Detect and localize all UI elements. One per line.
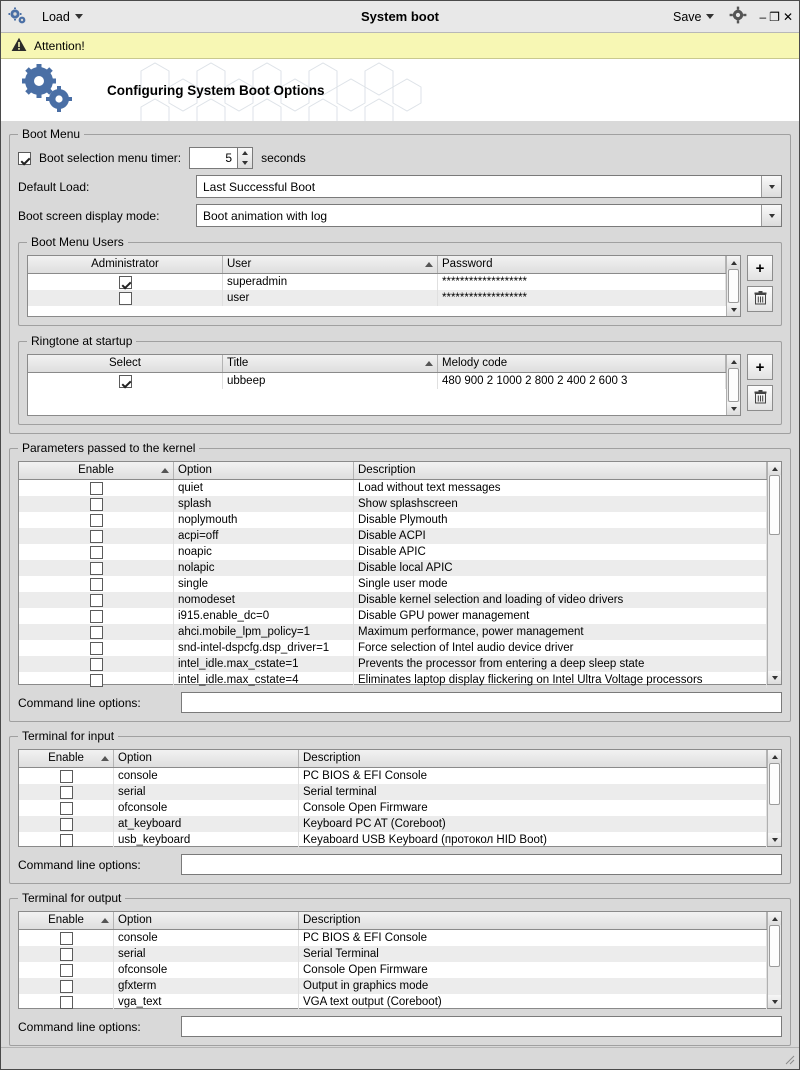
terminal-input-group xyxy=(9,729,791,884)
page-title: Configuring System Boot Options xyxy=(107,82,325,98)
vertical-scrollbar[interactable] xyxy=(726,256,740,316)
row-enable-checkbox[interactable] xyxy=(90,578,103,591)
delete-ringtone-button[interactable] xyxy=(747,385,773,411)
column-header-title[interactable]: Title xyxy=(223,355,438,372)
timer-stepper[interactable] xyxy=(189,147,253,169)
cell-administrator[interactable] xyxy=(28,274,223,290)
cell-description: Disable APIC xyxy=(354,544,767,560)
cell-option: noapic xyxy=(174,544,354,560)
cell-enable[interactable] xyxy=(19,608,174,624)
row-enable-checkbox[interactable] xyxy=(60,802,73,815)
column-header-description[interactable]: Description xyxy=(299,750,767,767)
row-enable-checkbox[interactable] xyxy=(60,834,73,847)
table-row[interactable] xyxy=(19,978,767,994)
cell-option: noplymouth xyxy=(174,512,354,528)
table-body xyxy=(28,274,726,306)
delete-user-button[interactable] xyxy=(747,286,773,312)
table-row[interactable] xyxy=(28,274,726,290)
row-enable-checkbox[interactable] xyxy=(90,530,103,543)
add-ringtone-button[interactable] xyxy=(747,354,773,380)
scroll-up-button[interactable] xyxy=(727,256,740,269)
cell-description: Load without text messages xyxy=(354,480,767,496)
add-user-button[interactable] xyxy=(747,255,773,281)
cell-option: splash xyxy=(174,496,354,512)
row-enable-checkbox[interactable] xyxy=(90,498,103,511)
table-row[interactable] xyxy=(19,656,767,672)
cell-option: console xyxy=(114,930,299,946)
scroll-track[interactable] xyxy=(768,475,781,671)
cell-enable[interactable] xyxy=(19,624,174,640)
status-bar xyxy=(1,1047,799,1069)
cell-option: single xyxy=(174,576,354,592)
table-row[interactable] xyxy=(19,832,767,848)
cell-option: ofconsole xyxy=(114,962,299,978)
gear-icon[interactable] xyxy=(729,6,747,27)
cell-title: ubbeep xyxy=(223,373,438,389)
cell-description: Serial Terminal xyxy=(299,946,767,962)
table-row[interactable] xyxy=(19,768,767,784)
table-row[interactable] xyxy=(19,560,767,576)
cell-description: Disable local APIC xyxy=(354,560,767,576)
cell-description: Disable ACPI xyxy=(354,528,767,544)
row-enable-checkbox[interactable] xyxy=(90,594,103,607)
kernel-params-table[interactable] xyxy=(18,461,782,685)
scroll-down-button[interactable] xyxy=(727,402,740,415)
users-action-buttons xyxy=(747,255,773,312)
cell-option: serial xyxy=(114,784,299,800)
table-row[interactable] xyxy=(19,496,767,512)
row-enable-checkbox[interactable] xyxy=(90,482,103,495)
cell-description: Single user mode xyxy=(354,576,767,592)
row-enable-checkbox[interactable] xyxy=(90,610,103,623)
cell-option: vga_text xyxy=(114,994,299,1010)
table-row[interactable] xyxy=(19,800,767,816)
trash-icon xyxy=(754,291,767,308)
row-enable-checkbox[interactable] xyxy=(60,932,73,945)
cell-option: ofconsole xyxy=(114,800,299,816)
boot-menu-legend: Boot Menu xyxy=(22,127,81,141)
terminal-input-table[interactable] xyxy=(18,749,782,847)
cell-enable[interactable] xyxy=(19,946,114,962)
cell-description: Console Open Firmware xyxy=(299,800,767,816)
table-row[interactable] xyxy=(19,672,767,688)
terminal-input-cmd-row xyxy=(18,854,782,875)
scroll-track[interactable] xyxy=(768,925,781,995)
cell-enable[interactable] xyxy=(19,512,174,528)
cell-option: nomodeset xyxy=(174,592,354,608)
cell-enable[interactable] xyxy=(19,784,114,800)
column-header-password[interactable]: Password xyxy=(438,256,726,273)
default-load-row xyxy=(18,175,782,198)
window-title: System boot xyxy=(360,9,439,24)
ringtone-action-buttons xyxy=(747,354,773,411)
row-enable-checkbox[interactable] xyxy=(60,786,73,799)
terminal-output-legend: Terminal for output xyxy=(22,891,122,905)
cell-enable[interactable] xyxy=(19,496,174,512)
scroll-down-button[interactable] xyxy=(768,671,781,684)
warning-triangle-icon xyxy=(11,37,27,55)
default-load-label: Default Load: xyxy=(18,179,90,194)
trash-icon xyxy=(754,390,767,407)
cell-description: Show splashscreen xyxy=(354,496,767,512)
cell-option: nolapic xyxy=(174,560,354,576)
row-enable-checkbox[interactable] xyxy=(60,980,73,993)
row-enable-checkbox[interactable] xyxy=(60,818,73,831)
row-enable-checkbox[interactable] xyxy=(90,562,103,575)
scroll-thumb[interactable] xyxy=(769,763,780,805)
column-header-enable[interactable]: Enable xyxy=(19,750,114,767)
cell-enable[interactable] xyxy=(19,640,174,656)
column-header-option[interactable]: Option xyxy=(114,750,299,767)
minimize-button[interactable]: – xyxy=(759,9,767,24)
cell-melody-code: 480 900 2 1000 2 800 2 400 2 600 3 xyxy=(438,373,726,389)
timer-input[interactable] xyxy=(189,147,237,169)
row-enable-checkbox[interactable] xyxy=(90,658,103,671)
cell-enable[interactable] xyxy=(19,544,174,560)
scroll-up-button[interactable] xyxy=(768,912,781,925)
column-header-melody-code[interactable]: Melody code xyxy=(438,355,726,372)
scroll-track[interactable] xyxy=(768,763,781,833)
vertical-scrollbar[interactable] xyxy=(767,912,781,1008)
seconds-label: seconds xyxy=(261,151,306,165)
kernel-cmd-label: Command line options: xyxy=(18,695,141,710)
column-header-description[interactable]: Description xyxy=(354,462,767,479)
table-row[interactable] xyxy=(19,930,767,946)
row-enable-checkbox[interactable] xyxy=(60,770,73,783)
kernel-params-group xyxy=(9,441,791,722)
cell-description: Maximum performance, power management xyxy=(354,624,767,640)
table-header xyxy=(28,355,726,373)
row-enable-checkbox[interactable] xyxy=(90,514,103,527)
cell-description: Keyaboard USB Keyboard (протокол HID Boot) xyxy=(299,832,767,848)
row-enable-checkbox[interactable] xyxy=(90,546,103,559)
table-row[interactable] xyxy=(19,592,767,608)
cell-description: Eliminates laptop display flickering on Intel Ultra Voltage processors xyxy=(354,672,767,688)
cell-option: serial xyxy=(114,946,299,962)
cell-description: Force selection of Intel audio device driver xyxy=(354,640,767,656)
plus-icon: + xyxy=(755,259,765,277)
cell-description: PC BIOS & EFI Console xyxy=(299,930,767,946)
sort-ascending-icon xyxy=(161,468,169,473)
scroll-thumb[interactable] xyxy=(728,368,739,402)
timer-stepper-arrows[interactable] xyxy=(237,147,253,169)
cell-user: superadmin xyxy=(223,274,438,290)
close-button[interactable]: ✕ xyxy=(782,9,793,24)
terminal-output-group xyxy=(9,891,791,1046)
boot-screen-select[interactable] xyxy=(196,204,782,227)
cell-description: VGA text output (Coreboot) xyxy=(299,994,767,1010)
cell-enable[interactable] xyxy=(19,560,174,576)
table-row[interactable] xyxy=(19,784,767,800)
sort-ascending-icon xyxy=(101,918,109,923)
cell-enable[interactable] xyxy=(19,528,174,544)
triangle-up-icon xyxy=(242,151,248,155)
table-body xyxy=(19,930,767,1010)
gears-icon xyxy=(7,6,29,28)
table-body xyxy=(19,768,767,848)
header-banner xyxy=(1,59,799,121)
attention-bar xyxy=(1,33,799,59)
boot-menu-users-group xyxy=(18,235,782,326)
cell-enable[interactable] xyxy=(19,480,174,496)
load-menu-button[interactable] xyxy=(39,8,86,26)
chevron-down-icon[interactable] xyxy=(761,205,781,226)
ringtone-table-wrap xyxy=(27,354,773,416)
cell-select[interactable] xyxy=(28,373,223,389)
cell-enable[interactable] xyxy=(19,592,174,608)
cell-password: ******************* xyxy=(438,274,726,290)
table-header xyxy=(28,256,726,274)
cell-option: quiet xyxy=(174,480,354,496)
table-header xyxy=(19,462,767,480)
scroll-down-button[interactable] xyxy=(768,995,781,1008)
table-row[interactable] xyxy=(19,528,767,544)
terminal-input-cmd-label: Command line options: xyxy=(18,857,141,872)
terminal-output-cmd-label: Command line options: xyxy=(18,1019,141,1034)
table-row[interactable] xyxy=(19,512,767,528)
scroll-thumb[interactable] xyxy=(769,475,780,535)
table-row[interactable] xyxy=(19,816,767,832)
cell-option: at_keyboard xyxy=(114,816,299,832)
cell-description: Prevents the processor from entering a deep sleep state xyxy=(354,656,767,672)
sort-ascending-icon xyxy=(101,756,109,761)
table-row[interactable] xyxy=(19,946,767,962)
column-header-select[interactable]: Select xyxy=(28,355,223,372)
cell-enable[interactable] xyxy=(19,962,114,978)
sort-ascending-icon xyxy=(425,262,433,267)
ringtone-group xyxy=(18,334,782,425)
chevron-down-icon[interactable] xyxy=(761,176,781,197)
row-enable-checkbox[interactable] xyxy=(60,964,73,977)
cell-description: PC BIOS & EFI Console xyxy=(299,768,767,784)
scroll-up-button[interactable] xyxy=(768,750,781,763)
row-enable-checkbox[interactable] xyxy=(60,948,73,961)
stepper-up-button[interactable] xyxy=(238,148,252,158)
boot-screen-value: Boot animation with log xyxy=(203,208,328,223)
boot-menu-users-table-wrap xyxy=(27,255,773,317)
vertical-scrollbar[interactable] xyxy=(767,462,781,684)
boot-screen-label: Boot screen display mode: xyxy=(18,208,160,223)
scroll-thumb[interactable] xyxy=(728,269,739,303)
boot-screen-row xyxy=(18,204,782,227)
terminal-output-cmd-row xyxy=(18,1016,782,1037)
cell-option: i915.enable_dc=0 xyxy=(174,608,354,624)
cell-enable[interactable] xyxy=(19,978,114,994)
column-header-administrator[interactable]: Administrator xyxy=(28,256,223,273)
cell-option: snd-intel-dspcfg.dsp_driver=1 xyxy=(174,640,354,656)
cell-enable[interactable] xyxy=(19,994,114,1010)
resize-grip-icon[interactable] xyxy=(783,1053,795,1065)
cell-user: user xyxy=(223,290,438,306)
terminal-output-cmd-input[interactable] xyxy=(181,1016,782,1037)
scroll-up-button[interactable] xyxy=(727,355,740,368)
vertical-scrollbar[interactable] xyxy=(726,355,740,415)
chevron-down-icon xyxy=(75,14,83,19)
sort-ascending-icon xyxy=(425,361,433,366)
kernel-cmd-input[interactable] xyxy=(181,692,782,713)
boot-menu-users-legend: Boot Menu Users xyxy=(31,235,124,249)
kernel-cmd-row xyxy=(18,692,782,713)
table-body xyxy=(19,480,767,688)
scroll-down-button[interactable] xyxy=(727,303,740,316)
cell-administrator[interactable] xyxy=(28,290,223,306)
terminal-input-legend: Terminal for input xyxy=(22,729,115,743)
cell-description: Keyboard PC AT (Coreboot) xyxy=(299,816,767,832)
maximize-button[interactable]: ❐ xyxy=(769,9,780,24)
scroll-track[interactable] xyxy=(727,368,740,402)
cell-option: console xyxy=(114,768,299,784)
gears-icon xyxy=(15,63,79,118)
table-row[interactable] xyxy=(19,640,767,656)
cell-description: Disable Plymouth xyxy=(354,512,767,528)
boot-menu-group xyxy=(9,127,791,434)
triangle-down-icon xyxy=(242,161,248,165)
row-enable-checkbox[interactable] xyxy=(60,996,73,1009)
table-body xyxy=(28,373,726,389)
table-row[interactable] xyxy=(19,544,767,560)
cell-description: Disable GPU power management xyxy=(354,608,767,624)
cell-password: ******************* xyxy=(438,290,726,306)
vertical-scrollbar[interactable] xyxy=(767,750,781,846)
scroll-track[interactable] xyxy=(727,269,740,303)
boot-timer-checkbox[interactable] xyxy=(18,152,31,165)
table-row[interactable] xyxy=(19,994,767,1010)
cell-enable[interactable] xyxy=(19,576,174,592)
attention-text: Attention! xyxy=(34,38,85,53)
timer-row xyxy=(18,147,782,169)
column-header-enable[interactable]: Enable xyxy=(19,462,174,479)
row-enable-checkbox[interactable] xyxy=(90,642,103,655)
table-row[interactable] xyxy=(19,480,767,496)
cell-option: acpi=off xyxy=(174,528,354,544)
terminal-output-table[interactable] xyxy=(18,911,782,1009)
scroll-up-button[interactable] xyxy=(768,462,781,475)
scroll-down-button[interactable] xyxy=(768,833,781,846)
table-header xyxy=(19,750,767,768)
cell-description: Serial terminal xyxy=(299,784,767,800)
kernel-params-legend: Parameters passed to the kernel xyxy=(22,441,196,455)
save-menu-label: Save xyxy=(672,9,702,24)
plus-icon: + xyxy=(755,358,765,376)
table-header xyxy=(19,912,767,930)
content-area xyxy=(1,121,799,1047)
cell-enable[interactable] xyxy=(19,672,174,688)
terminal-input-cmd-input[interactable] xyxy=(181,854,782,875)
default-load-value: Last Successful Boot xyxy=(203,179,316,194)
ringtone-table[interactable] xyxy=(27,354,741,416)
column-header-description[interactable]: Description xyxy=(299,912,767,929)
default-load-select[interactable] xyxy=(196,175,782,198)
table-row[interactable] xyxy=(19,962,767,978)
row-enable-checkbox[interactable] xyxy=(90,674,103,687)
cell-enable[interactable] xyxy=(19,768,114,784)
table-row[interactable] xyxy=(28,373,726,389)
cell-option: intel_idle.max_cstate=1 xyxy=(174,656,354,672)
table-row[interactable] xyxy=(19,608,767,624)
title-bar xyxy=(1,1,799,33)
row-admin-checkbox[interactable] xyxy=(119,276,132,289)
cell-option: usb_keyboard xyxy=(114,832,299,848)
column-header-option[interactable]: Option xyxy=(174,462,354,479)
boot-menu-users-table[interactable] xyxy=(27,255,741,317)
cell-option: intel_idle.max_cstate=4 xyxy=(174,672,354,688)
cell-description: Console Open Firmware xyxy=(299,962,767,978)
cell-option: gfxterm xyxy=(114,978,299,994)
cell-enable[interactable] xyxy=(19,800,114,816)
column-header-user[interactable]: User xyxy=(223,256,438,273)
stepper-down-button[interactable] xyxy=(238,158,252,168)
cell-option: ahci.mobile_lpm_policy=1 xyxy=(174,624,354,640)
cell-enable[interactable] xyxy=(19,656,174,672)
row-enable-checkbox[interactable] xyxy=(90,626,103,639)
row-admin-checkbox[interactable] xyxy=(119,292,132,305)
column-header-option[interactable]: Option xyxy=(114,912,299,929)
row-select-checkbox[interactable] xyxy=(119,375,132,388)
table-row[interactable] xyxy=(28,290,726,306)
scroll-thumb[interactable] xyxy=(769,925,780,967)
cell-enable[interactable] xyxy=(19,816,114,832)
cell-description: Disable kernel selection and loading of video drivers xyxy=(354,592,767,608)
ringtone-legend: Ringtone at startup xyxy=(31,334,133,348)
table-row[interactable] xyxy=(19,624,767,640)
load-menu-label: Load xyxy=(42,9,70,24)
cell-description: Output in graphics mode xyxy=(299,978,767,994)
column-header-enable[interactable]: Enable xyxy=(19,912,114,929)
chevron-down-icon xyxy=(706,14,714,19)
cell-enable[interactable] xyxy=(19,832,114,848)
table-row[interactable] xyxy=(19,576,767,592)
cell-enable[interactable] xyxy=(19,930,114,946)
boot-timer-label: Boot selection menu timer: xyxy=(39,151,182,165)
save-menu-button[interactable] xyxy=(670,8,718,26)
